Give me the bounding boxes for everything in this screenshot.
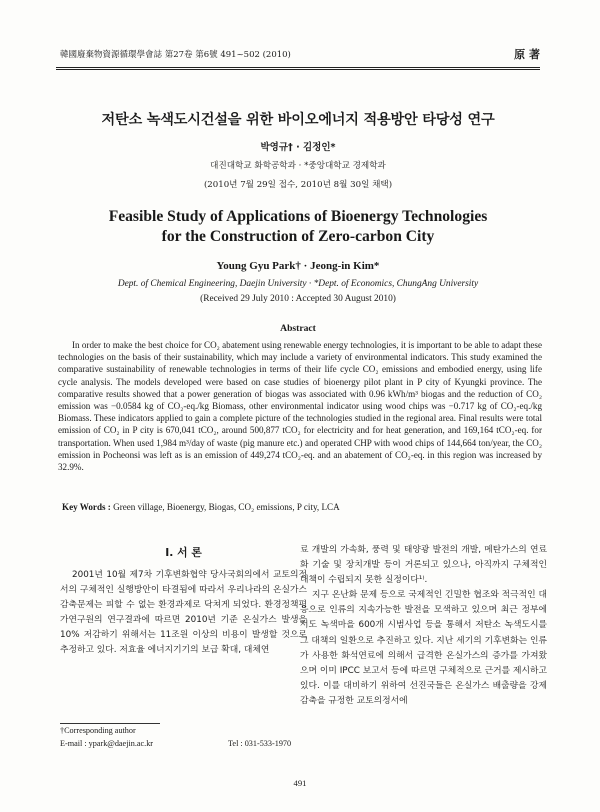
korean-title: 저탄소 녹색도시건설을 위한 바이오에너지 적용방안 타당성 연구 bbox=[101, 112, 495, 128]
keywords-label: Key Words : bbox=[62, 502, 111, 512]
journal-citation: 韓國廢棄物資源循環學會誌 第27卷 第6號 491~502 (2010) bbox=[60, 50, 291, 60]
korean-affiliation: 대진대학교 화학공학과 · *중앙대학교 경제학과 bbox=[210, 161, 386, 171]
body-left-column: 2001년 10월 제7차 기후변화협약 당사국회의에서 교토의정서의 구체적인 실행방안이 타결됨에 따라서 우리나라의 온실가스 감축문제는 피할 수 없는 환경과제로 닥쳐게 되었다. 환경정책평가연구원의 연구결과에 따르면 2010년 기준 온실가스 발생을 10% 저감하기 위해서는 11조원 이상의 비용이 발생할 것으로 추정하고 있다. 저효율 에너지기기의 보급 확대, 대체연 bbox=[60, 570, 307, 656]
english-affiliation: Dept. of Chemical Engineering, Daejin University · *Dept. of Economics, ChungAng University bbox=[117, 279, 479, 289]
keywords-text: Green village, Bioenergy, Biogas, CO₂ emissions, P city, LCA bbox=[113, 502, 340, 512]
english-dates: (Received 29 July 2010 : Accepted 30 August 2010) bbox=[200, 294, 396, 304]
header-rule bbox=[56, 67, 540, 68]
korean-dates: (2010년 7월 29일 접수, 2010년 8월 30일 채택) bbox=[203, 180, 393, 190]
footnote-email: E-mail : ypark@daejin.ac.kr bbox=[60, 739, 154, 748]
english-authors: Young Gyu Park† · Jeong-in Kim* bbox=[216, 260, 380, 272]
english-title-line2: for the Construction of Zero-carbon City bbox=[161, 228, 435, 245]
english-title-line1: Feasible Study of Applications of Bioenergy Technologies bbox=[108, 208, 488, 225]
footnote-tel: Tel : 031-533-1970 bbox=[228, 739, 292, 748]
abstract-text: In order to make the best choice for CO₂ abatement using renewable energy technologies, it is important to be able to adapt these technologies on the basis of their sustainability, which may include a variety of environmental indicators. This study examined the comparative sustainability of renewable technologies in terms of their life cycle CO₂ emissions and embodied energy, using life cycle analysis. The models developed were based on case studies of bioenergy pilot plant in P city of Kyungki province. The comparative results showed that a power generation of biogas was associated with 0.96 kWh/m³ biogas and the reduction of CO₂ emission was −0.0584 kg of CO₂-eq./kg Biomass, other environmental indicator using wood chips was −0.717 kg of CO₂-eq./kg Biomass. These indicators applied to gain a complete picture of the technologies studied in the regional area. Final results were total emission of CO₂ in P city is 670,041 tCO₂, around 500,877 tCO₂ for electricity and for heat generation, and 169,164 tCO₂-eq. for transportation. When used 1,984 m³/day of waste (pig manure etc.) and operated CHP with wood chips of 144,664 ton/year, the CO₂ emission in Pocheonsi was left as is an emission of 449,274 tCO₂-eq. and an abatement of CO₂-eq. in this region was increased by 32.9%. bbox=[58, 340, 542, 473]
footnote-corresponding: †Corresponding author bbox=[60, 726, 136, 735]
footnote-rule bbox=[60, 723, 160, 724]
page-number: 491 bbox=[293, 778, 307, 788]
body-right-column bbox=[300, 543, 547, 709]
keywords bbox=[62, 502, 340, 512]
body-right-paragraph-2: 지구 온난화 문제 등으로 국제적인 긴밀한 협조와 적극적인 대응으로 인류의 지속가능한 발전을 모색하고 있으며 최근 정부에서도 녹색마을 600개 시범사업 등을 통해서 저탄소 녹색도시를 그 대책의 일환으로 추진하고 있다. 지난 세기의 기후변화는 인류가 사용한 화석연료에 의해서 급격한 온실가스의 증가를 가져왔으며 이미 IPCC 보고서 등에 따르면 구체적으로 근거를 제시하고 있다. 이를 대비하기 위하여 선진국들은 온실가스 배출량을 강제 감축을 규정한 교토의정서에 bbox=[300, 590, 547, 706]
section-heading-introduction: I. 서 론 bbox=[165, 546, 202, 559]
korean-authors: 박영규† · 김정인* bbox=[260, 142, 336, 153]
journal-header bbox=[56, 48, 540, 64]
abstract-heading: Abstract bbox=[280, 323, 316, 334]
article-type-tag: 原 著 bbox=[514, 48, 540, 61]
header-rule-thin bbox=[56, 69, 540, 70]
body-right-paragraph-1: 료 개발의 가속화, 풍력 및 태양광 발전의 개발, 메탄가스의 연료화 기술 및 장치개발 등이 거론되고 있으나, 아직까지 구체적인 대책이 수립되지 못한 실정이다¹⁾. bbox=[300, 545, 547, 586]
